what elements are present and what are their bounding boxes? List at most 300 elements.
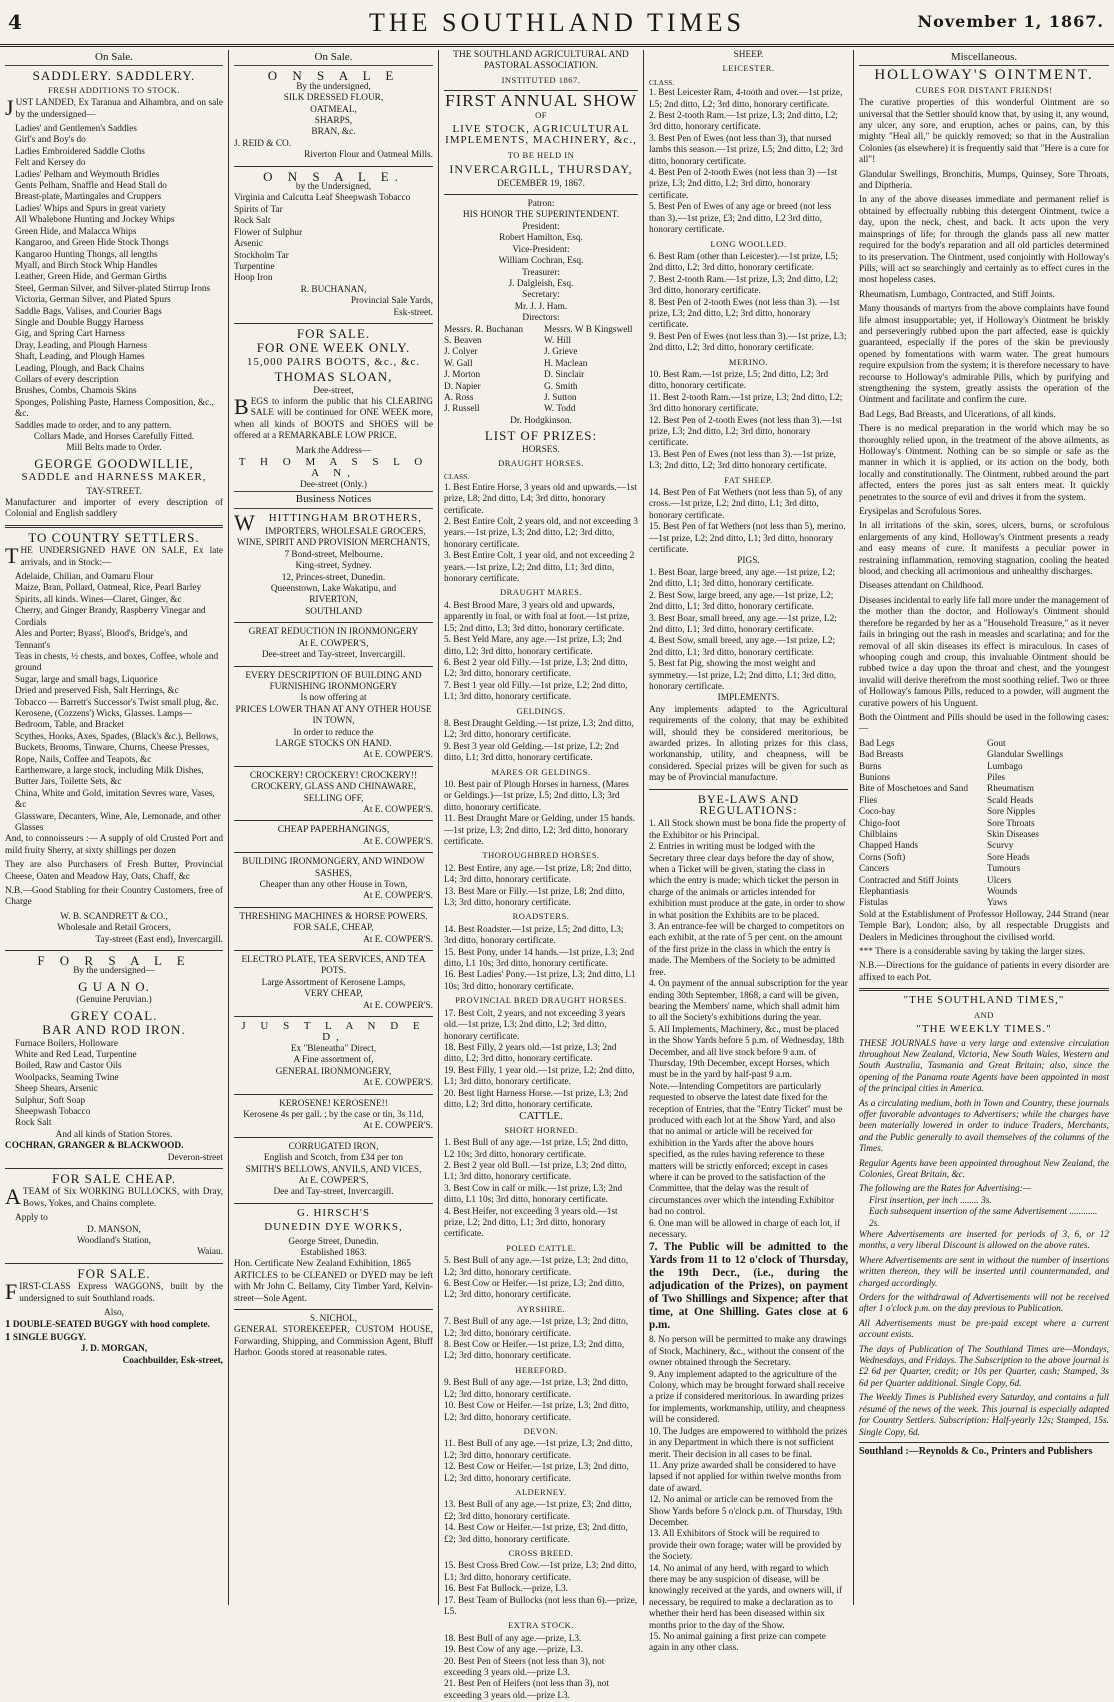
divider xyxy=(5,950,223,951)
list-item: Green Hide, and Malacca Whips xyxy=(15,226,137,237)
prize-subheading: GELDINGS. xyxy=(516,705,566,716)
list-item: Dray, Leading, and Plough Harness xyxy=(15,340,148,351)
list-item: 12. Best Cow or Heifer.—1st prize, L3; 2nd ditto, L2; 3rd ditto, honorary certificate. xyxy=(444,1462,629,1484)
advertiser-address: Provincial Sale Yards, xyxy=(350,296,433,307)
list-item: Wounds xyxy=(987,887,1018,898)
list-item: 6. Best 2 year old Filly.—1st prize, L3; 2nd ditto, L2; 3rd ditto, honorary certificate. xyxy=(444,657,628,680)
ad-heading: J U S T L A N D E D, xyxy=(241,1020,426,1044)
prize-subheading: FAT SHEEP. xyxy=(724,474,773,485)
list-item: Adelaide, Chilian, and Oamaru Flour xyxy=(15,572,154,583)
list-item: A. Ross xyxy=(444,392,474,403)
list-item: 9. Best Pen of Ewes (not less than 3).—1st prize, L3; 2nd ditto, L2; 3rd ditto, honorary certificate. xyxy=(649,331,847,354)
list-item: Coco-bay xyxy=(859,807,896,818)
list-item: J. Russell xyxy=(444,404,480,415)
list-item: 19. Best Filly, 1 year old.—1st prize, L2; 2nd ditto, L1; 3rd ditto, honorary certificate. xyxy=(444,1065,635,1088)
ad-heading: DUNEDIN DYE WORKS, xyxy=(264,1221,403,1234)
prize-list xyxy=(649,252,848,355)
list-item: 18. Best Filly, 2 years old.—1st prize, L3; 2nd ditto, L2; 3rd ditto, honorary certificate. xyxy=(444,1042,617,1065)
advertiser-name: At E. COWPER'S. xyxy=(363,750,433,761)
prize-subheading: LONG WOOLLED. xyxy=(710,238,787,249)
officer-label: Secretary: xyxy=(522,290,560,301)
list-item: Stockholm Tar xyxy=(234,250,289,261)
list-item: J. Colyer xyxy=(444,347,478,358)
prize-section-heading: PIGS. xyxy=(737,556,760,567)
prize-subheading: PROVINCIAL BRED DRAUGHT HORSES. xyxy=(455,995,627,1006)
bylaws-heading: BYE-LAWS AND REGULATIONS: xyxy=(697,791,800,817)
list-item: Sore Nipples xyxy=(987,807,1036,818)
ad-text: FOR SALE, CHEAP, xyxy=(293,923,374,934)
ad-note: Mill Belts made to Order. xyxy=(66,443,162,454)
paragraph: Where Advertisements are inserted for periods of 3, 6, or 12 months, a very liberal Discount is allowed on the above rates. xyxy=(859,1230,1109,1252)
officer-name: Robert Hamilton, Esq. xyxy=(499,233,583,244)
prize-list xyxy=(444,1561,638,1618)
advertiser-address: George Street, Dunedin. xyxy=(288,1236,379,1247)
ad-text: N.B.—Good Stabling for their Country Customers, free of Charge xyxy=(5,886,223,908)
prize-subheading: HEREFORD. xyxy=(515,1364,567,1375)
ad-text: In order to reduce the xyxy=(293,727,374,738)
list-item: 14. No animal of any herd, with regard to which there may be any suspicion of disease, will be knowingly received at the yards, and owners will, if necessary, be required to make a declaration as to whether their herd has been diseased within six months prior to the day of the Show. xyxy=(649,1563,843,1631)
list-item: SOUTHLAND xyxy=(305,606,362,617)
list-item: 12. Best Pen of 2-tooth Ewes (not less than 3).—1st prize, L3; 2nd ditto, L2; 3rd ditto, honorary certificate. xyxy=(649,415,842,449)
prize-section-heading: IMPLEMENTS. xyxy=(717,693,780,704)
divider xyxy=(234,622,433,623)
list-item: 14. Best Roadster.—1st prize, L5; 2nd ditto, L3; 3rd ditto, honorary certificate. xyxy=(444,924,624,947)
list-item: Piles xyxy=(987,772,1006,783)
ad-heading: GREAT REDUCTION IN IRONMONGERY xyxy=(248,627,419,638)
advertiser-name: THOMAS SLOAN, xyxy=(274,369,393,385)
advertiser-name: T H O M A S S L O A N, xyxy=(238,456,429,480)
advertiser-name: COCHRAN, GRANGER & BLACKWOOD. xyxy=(5,1141,184,1152)
list-item: 13. All Exhibitors of Stock will be required to provide their own forage; water will be provided by the Society. xyxy=(649,1529,842,1563)
advertiser-name: R. BUCHANAN, xyxy=(300,284,367,295)
list-item: 3. An entrance-fee will be charged to competitors on each exhibit, at the rate of 5 per cent. on the amount of the first prize in the class in which the entry is made. The Members of the Society to be admitted free. xyxy=(649,922,845,978)
advertiser-name: D. MANSON, xyxy=(87,1224,141,1235)
list-item: Virginia and Calcutta Leaf Sheepwash Tobacco xyxy=(234,193,411,204)
ad-list xyxy=(234,93,433,139)
section-heading: Miscellaneous. xyxy=(859,50,1109,66)
paragraph: THESE JOURNALS have a very large and extensive circulation throughout New Zealand, Victoria, New South Wales, Western and South Australia, Tasmania and Great Britain; also, since the opening of the Panama route Agents have been appointed in most of the principal cities in America. xyxy=(859,1038,1109,1095)
ad-text: FIRST-CLASS Express WAGGONS, built by the undersigned to suit Southland roads. xyxy=(5,1279,223,1305)
list-item: Victoria, German Silver, and Plated Spurs xyxy=(15,295,171,306)
officer-name: Mr. J. J. Ham. xyxy=(514,301,568,312)
ad-text: Large Assortment of Kerosene Lamps, xyxy=(261,977,406,988)
ad-paragraphs xyxy=(859,1039,1109,1182)
divider xyxy=(444,194,638,195)
list-item: Scurvy xyxy=(987,841,1014,852)
list-item: 1. Best Bull of any age.—1st prize, L5; 2nd ditto, L2 10s; 3rd ditto, honorary certificate. xyxy=(444,1138,629,1160)
advertiser-name: At E. COWPER'S. xyxy=(363,804,433,815)
list-item: Rock Salt xyxy=(15,1118,52,1129)
list-item: Fistulas xyxy=(859,898,888,909)
ad-text: By the undersigned— xyxy=(73,966,155,977)
advertiser-name: J. D. MORGAN, xyxy=(80,1344,148,1355)
ad-text: N.B.—Directions for the guidance of patients in every disorder are affixed to each Pot. xyxy=(859,961,1109,983)
list-item: Bad Legs xyxy=(859,738,895,749)
list-item: 16. Best Ladies' Pony.—1st prize, L3; 2nd ditto, L1 10s; 3rd ditto, honorary certificate. xyxy=(444,970,636,992)
list-item: 13. Best Mare or Filly.—1st prize, L8; 2nd ditto, L3; 3rd ditto, honorary certificate. xyxy=(444,886,625,909)
advertiser-address: Coachbuilder, Esk-street, xyxy=(122,1355,223,1366)
list-item: 8. Best Pen of 2-tooth Ewes (not less than 3). —1st prize, L3; 2nd ditto, L2; 3rd ditto, honorary certificate. xyxy=(649,297,840,331)
list-item: 4. Best Sow, small breed, any age.—1st prize, L2; 2nd ditto, L1; 3rd ditto, honorary certificate. xyxy=(649,636,836,658)
list-item: Tumours xyxy=(987,864,1021,875)
show-date: DECEMBER 19, 1867. xyxy=(497,178,585,189)
list-item: W. Todd xyxy=(544,404,576,415)
list-item: Yaws xyxy=(987,898,1008,909)
prize-list xyxy=(444,925,638,993)
ad-text: BEGS to inform the public that his CLEARING SALE will be continued for ONE WEEK more, when all kinds of BOOTS and SHOES will be offered at a REMARKABLE LOW PRICE. xyxy=(234,393,433,442)
divider xyxy=(234,1016,433,1017)
ad-text: Established 1863. xyxy=(300,1247,367,1258)
ad-text: Kerosene 4s per gall. ; by the case or tin, 3s 11d, xyxy=(243,1109,424,1120)
ad-heading: O N S A L E xyxy=(267,68,400,84)
list-item: 12, Princes-street, Dunedin. xyxy=(281,572,386,583)
list-item: H. Maclean xyxy=(544,358,588,369)
ad-heading: O N S A L E. xyxy=(263,168,404,184)
list-item: 11. Best 2-tooth Ram.—1st prize, L3; 2nd ditto, L2; 3rd ditto honorary certificate. xyxy=(649,392,843,415)
bylaws-list xyxy=(649,819,848,1241)
ad-text: Apply to xyxy=(15,1213,48,1224)
list-item: Bunions xyxy=(859,772,890,783)
list-item: RIVERTON, xyxy=(309,595,358,606)
list-item: 21. Best Pen of Heifers (not less than 3), not exceeding 3 years old.—prize L3. xyxy=(444,1679,609,1701)
advertiser-address: Woodland's Station, xyxy=(76,1236,152,1246)
list-item: Ales and Porter; Byass', Blood's, Bridge's, and Tennant's xyxy=(15,629,188,651)
paragraph: Glandular Swellings, Bronchitis, Mumps, Quinsey, Sore Throats, and Diptheria. xyxy=(859,169,1109,192)
ad-heading: ELECTRO PLATE, TEA SERVICES, AND TEA POTS. xyxy=(241,955,426,977)
prize-list xyxy=(649,370,848,473)
prize-list xyxy=(444,1378,638,1424)
ad-text: GENERAL IRONMONGERY, xyxy=(275,1066,392,1077)
list-item: Turpentine xyxy=(234,261,275,272)
list-item: 8. Best Draught Gelding.—1st prize, L3; 2nd ditto, L2; 3rd ditto, honorary certificate. xyxy=(444,718,634,741)
prize-list xyxy=(444,1138,638,1241)
list-item: Chilblains xyxy=(859,830,898,840)
list-item: Single and Double Buggy Harness xyxy=(15,317,144,328)
ad-paragraphs xyxy=(859,98,1109,736)
ad-heading: FOR ONE WEEK ONLY. xyxy=(256,340,411,356)
list-item: Saddle Bags, Valises, and Courier Bags xyxy=(15,306,162,317)
advertiser-name: WHITTINGHAM BROTHERS, xyxy=(234,509,422,535)
ad-heading: "THE SOUTHLAND TIMES," xyxy=(903,994,1065,1007)
rate-line: First insertion, per inch ........ 3s. xyxy=(869,1195,992,1206)
list-item: Sore Heads xyxy=(987,852,1030,863)
paragraph: Bad Legs, Bad Breasts, and Ulcerations, of all kinds. xyxy=(859,409,1056,420)
paragraph: Diseases attendant on Childhood. xyxy=(859,581,984,592)
officer-label: Directors: xyxy=(522,313,560,324)
list-item: 11. Best Draught Mare or Gelding, under 15 hands.—1st prize, L3; 2nd ditto, L2; 3rd ditto, honorary certificate. xyxy=(444,814,635,847)
list-item: 16. Best Fat Bullock.—prize, L3. xyxy=(444,1584,568,1595)
newspaper-title: THE SOUTHLAND TIMES xyxy=(369,8,745,37)
list-item: 8. No person will be permitted to make any drawings of Stock, Machinery, &c., without the consent of the owner obtained through the Secretary. xyxy=(649,1335,847,1369)
ad-text: by the Undersigned, xyxy=(295,182,372,193)
list-item: Leading, Plough, and Back Chains xyxy=(15,363,145,374)
prize-list xyxy=(444,1634,638,1702)
column-2 xyxy=(228,50,438,1605)
rates-intro: The following are the Rates for Advertising:— xyxy=(859,1184,1031,1195)
list-item: 5. Best Bull of any age.—1st prize, L3; 2nd ditto, L2; 3rd ditto, honorary certificate. xyxy=(444,1256,629,1278)
list-item: Felt and Kersey do xyxy=(15,158,86,169)
item-count: 1 xyxy=(5,1318,11,1331)
prize-list xyxy=(444,1317,638,1363)
list-item: Kerosene, (Cozzens') Wicks, Glasses. Lamps—Bedroom, Table, and Bracket xyxy=(15,708,192,731)
list-item: Rock Salt xyxy=(234,216,271,227)
list-item: Spirits of Tar xyxy=(234,204,283,215)
class-label: CLASS. xyxy=(444,472,470,482)
list-item: OATMEAL, xyxy=(310,104,357,115)
list-item: 2. Best 2 year old Bull.—1st prize, L3; 2nd ditto, L1; 3rd ditto, honorary certificate. xyxy=(444,1160,627,1183)
ad-heading: EVERY DESCRIPTION OF BUILDING AND FURNISHING IRONMONGERY xyxy=(245,670,422,692)
list-item: 1. All Stock shown must be bona fide the property of the Exhibitor or his Principal. xyxy=(649,819,847,841)
ad-heading: TO COUNTRY SETTLERS. xyxy=(28,529,200,545)
list-item: Ladies' Whips and Spurs in great variety xyxy=(15,203,166,214)
list-item: 7. Best 2-tooth Ram.—1st prize, L3; 2nd ditto, L2; 3rd ditto, honorary certificate. xyxy=(649,274,839,297)
ad-text: Sold at the Establishment of Professor Holloway, 244 Strand (near Temple Bar), London; also, by all respectable Druggists and Dealers in Medicines throughout the civilised world. xyxy=(859,909,1109,943)
list-item: Bite of Moschetoes and Sand Flies xyxy=(859,784,968,806)
list-item: 1. Best Entire Horse, 3 years old and upwards.—1st prize, L8; 2nd ditto, L4; 3rd ditto, honorary certificate. xyxy=(444,482,637,516)
prize-section-heading: CATTLE. xyxy=(519,1110,563,1123)
list-item: White and Red Lead, Turpentine xyxy=(15,1049,137,1060)
paragraph: Erysipelas and Scrofulous Sores. xyxy=(859,507,982,518)
ad-text: Is now offering at xyxy=(300,693,367,704)
list-item: Scythes, Hooks, Axes, Spades, (Black's &c.), Bellows, Buckets, Brooms, Tinware, Churns, Cheese Presses, Rope, Nails, Coffee and Teapots, &c xyxy=(15,731,219,765)
list-item: Leather, Green Hide, and German Girths xyxy=(15,272,167,283)
ad-text: And, to connoisseurs :— A supply of old Crusted Port and mild fruity Sherry, at sixty shillings per dozen xyxy=(5,834,223,856)
list-item: China, White and Gold, imitation Sevres ware, Vases, &c xyxy=(15,788,215,811)
ad-text: GENERAL STOREKEEPER, CUSTOM HOUSE, Forwarding, Shipping, and Commission Agent, Bluff Harbor. Goods stored at reasonable rates. xyxy=(234,1325,433,1359)
bylaws-list xyxy=(649,1335,848,1654)
advertiser-address: Deveron-street xyxy=(167,1152,223,1163)
ad-list xyxy=(5,1039,223,1130)
prize-subheading: DRAUGHT HORSES. xyxy=(498,458,584,468)
ad-heading: CORRUGATED IRON, xyxy=(288,1141,379,1152)
list-item: Glandular Swellings xyxy=(987,750,1064,761)
list-item: 10. Best Cow or Heifer.—1st prize, L3; 2nd ditto, L2; 3rd ditto, honorary certificate. xyxy=(444,1401,629,1423)
advertiser-address: Dee-street (Only.) xyxy=(299,479,368,490)
paragraph: The Weekly Times is Published every Saturday, and contains a full résumé of the news of the week. This journal is especially adapted for Country Settlers. Subscription: Half-yearly 12s; Stamped, 15s. Single Copy, 6d. xyxy=(859,1393,1109,1438)
list-item: 10. Best pair of Plough Horses in harness, (Mares or Geldings.)—1st prize, L5; 2nd ditto, L3; 3rd ditto, honorary certificate. xyxy=(444,779,629,813)
advertiser-name: At E. COWPER'S, xyxy=(298,638,369,649)
rate-line: Each subsequent insertion of the same Advertisement ............ 2s. xyxy=(869,1207,1098,1229)
list-item: W. Gall xyxy=(444,358,473,369)
ad-note: And all kinds of Station Stores. xyxy=(55,1129,173,1140)
divider xyxy=(234,666,433,667)
list-item: Messrs. W B Kingswell xyxy=(544,324,633,335)
list-item: Sponges, Polishing Paste, Harness Composition, &c., &c. xyxy=(15,397,214,420)
section-heading: Business Notices xyxy=(234,491,433,508)
ad-heading: HOLLOWAY'S OINTMENT. xyxy=(874,67,1094,84)
ad-heading: FOR SALE. xyxy=(296,325,371,341)
list-item: 12. Best Entire, any age.—1st prize, L8; 2nd ditto, L4; 3rd ditto, honorary certificate. xyxy=(444,863,632,886)
prize-list xyxy=(444,601,638,704)
list-item: Kangaroo, and Green Hide Stock Thongs xyxy=(15,238,169,249)
advertiser-address: Esk-street. xyxy=(393,307,433,318)
show-subject: LIVE STOCK, AGRICULTURAL IMPLEMENTS, MACHINERY, &c., xyxy=(445,123,637,147)
list-item: Teas in chests, ½ chests, and boxes, Coffee, whole and ground xyxy=(15,651,219,674)
list-item: Maize, Bran, Pollard, Oatmeal, Rice, Pearl Barley xyxy=(15,583,202,594)
list-item: 3. Best Cow in calf or milk.—1st prize, L3; 2nd ditto, L1 10s; 3rd ditto, honorary certificate. xyxy=(444,1183,623,1206)
list-item: Skin Diseases xyxy=(987,830,1039,840)
list-item: Corns (Soft) xyxy=(859,852,906,863)
list-item: 8. Best Cow or Heifer.—1st prize, L3; 2nd ditto, L2; 3rd ditto, honorary certificate. xyxy=(444,1340,625,1362)
list-item: S. Beaven xyxy=(444,335,482,346)
section-heading: On Sale. xyxy=(5,50,223,66)
list-item: All Whalebone Hunting and Jockey Whips xyxy=(15,215,175,226)
ad-text: LARGE STOCKS ON HAND. xyxy=(275,738,392,749)
list-item: 15. No animal gaining a first prize can compete again in any other class. xyxy=(649,1632,826,1654)
list-item: 2. Entries in writing must be lodged with the Secretary three clear days before the day of show, when a Ticket will be given, stating the class in which the entry is made; which ticket the person in charge of the animals or articles intended for exhibition must produce at the gate, in order to show in what position the Exhibits are to be placed. xyxy=(649,842,846,921)
advertiser-name: At E. COWPER'S. xyxy=(363,1078,433,1089)
list-item: Sheep Shears, Arsenic xyxy=(15,1084,98,1095)
ad-text: (Genuine Peruvian.) xyxy=(76,995,152,1006)
list-item: Lumbago xyxy=(987,761,1023,772)
list-item: 1. Best Leicester Ram, 4-tooth and over.—1st prize, L5; 2nd ditto, L2; 3rd ditto, honorary certificate. xyxy=(649,88,843,110)
ad-text: They are also Purchasers of Fresh Butter, Provincial Cheese, Oaten and Meadow Hay, Oats, Chaff, &c xyxy=(5,860,223,882)
list-item: Ladies' and Gentlemen's Saddles xyxy=(15,124,137,135)
show-of: OF xyxy=(535,109,547,120)
prize-list xyxy=(444,864,638,910)
ad-text: By the undersigned, xyxy=(296,81,371,92)
prize-list xyxy=(444,719,638,765)
list-item: 10. Best Ram.—1st prize, L5; 2nd ditto, L2; 3rd ditto, honorary certificate. xyxy=(649,369,829,392)
column-5 xyxy=(853,50,1114,1605)
show-place: INVERCARGILL, THURSDAY, xyxy=(449,162,633,177)
prize-subheading: MARES OR GELDINGS. xyxy=(491,766,591,777)
advertiser-address: TAY-STREET. xyxy=(86,486,142,497)
ad-item: 15,000 PAIRS BOOTS, &c., &c. xyxy=(246,355,421,368)
prize-list xyxy=(444,780,638,848)
paragraph: There is no medical preparation in the world which may be so thoroughly relied upon, in the treatment of the above ailments, as Holloway's Ointment. Nothing can be so simple or safe as the manner in which it is applied, or its action on the body, both locally and constitutionally. The Ointment, rubbed around the part affected, enters the pores just as salt enters meat. It quickly penetrates to the source of evil and drives it from the system. xyxy=(859,424,1109,503)
list-item: 14. Best Pen of Fat Wethers (not less than 5), of any cross.—1st prize, L2; 2nd ditto, L1; 3rd ditto, honorary certificate. xyxy=(649,488,843,521)
prize-subheading: LEICESTER. xyxy=(722,63,775,74)
divider xyxy=(859,988,1109,991)
ad-item: G U A N O. xyxy=(78,978,150,994)
ad-list xyxy=(234,193,433,284)
paragraph: All Advertisements must be pre-paid except where a current account exists. xyxy=(859,1318,1109,1341)
advertiser-name: At E. COWPER'S. xyxy=(363,1121,433,1132)
list-item: 6. Best Cow or Heifer.—1st prize, L3; 2nd ditto, L2; 3rd ditto, honorary certificate. xyxy=(444,1279,625,1301)
list-item: 9. Best Bull of any age.—1st prize, L3; 2nd ditto, L2; 3rd ditto, honorary certificate. xyxy=(444,1378,629,1400)
advertiser-address: Dee-street and Tay-street, Invercargill. xyxy=(261,650,406,661)
paragraph: Regular Agents have been appointed throughout New Zealand, the Colonies, Great Britain, &c. xyxy=(859,1158,1109,1180)
prize-list xyxy=(444,1439,638,1485)
list-item: Steel, German Silver, and Silver-plated Stirrup Irons xyxy=(15,283,211,294)
list-item: 20. Best Pen of Steers (not less than 3), not exceeding 3 years old.—prize L3. xyxy=(444,1656,605,1679)
ad-heading: THRESHING MACHINES & HORSE POWERS. xyxy=(239,911,428,922)
prize-subheading: ALDERNEY. xyxy=(515,1486,567,1497)
show-held-in: TO BE HELD IN xyxy=(507,149,575,160)
advertiser-address: Riverton Flour and Oatmeal Mills. xyxy=(304,150,433,161)
divider xyxy=(234,766,433,767)
advertiser-name: At E. COWPER'S. xyxy=(363,934,433,945)
list-item: Boiled, Raw and Castor Oils xyxy=(15,1061,122,1072)
list-item: 19. Best Cow of any age.—prize, L3. xyxy=(444,1645,583,1656)
ad-subheading: AND xyxy=(974,1009,994,1020)
prize-list xyxy=(649,568,848,693)
list-item: Messrs. R. Buchanan xyxy=(444,324,524,335)
list-item: 13. Best Bull of any age.—1st prize, £3; 2nd ditto, £2; 3rd ditto, honorary certificate. xyxy=(444,1500,632,1522)
paragraph: Both the Ointment and Pills should be used in the following cases:— xyxy=(859,712,1109,735)
list-item: 3. Best Pen of Ewes (not less than 3), that nursed lambs this season.—1st prize, L5; 2nd ditto, L2; 3rd ditto, honorary certificate. xyxy=(649,133,843,167)
column-3 xyxy=(438,50,643,1701)
prize-list xyxy=(444,1009,638,1112)
ad-heading: CROCKERY! CROCKERY! CROCKERY!! xyxy=(249,770,418,781)
ad-heading: KEROSENE! KEROSENE!! xyxy=(279,1098,388,1109)
list-item: Chapped Hands xyxy=(859,841,919,852)
list-item: Girl's and Boy's do xyxy=(15,135,86,146)
divider xyxy=(234,1309,433,1310)
list-item: Cancers xyxy=(859,864,889,875)
divider xyxy=(234,1137,433,1138)
list-item: 12. No animal or article can be removed from the Show Yards before 5 o'clock p.m. of Thursday, 19th December. xyxy=(649,1495,843,1528)
prize-section-heading: SHEEP. xyxy=(733,50,764,60)
issue-date: November 1, 1867. xyxy=(917,12,1104,31)
list-item: 5. Best fat Pig, showing the most weight and symmetry.—1st prize, L2; 2nd ditto, L1; 3rd ditto, honorary certificate. xyxy=(649,659,837,692)
advertiser-trade: Wholesale and Retail Grocers, xyxy=(57,923,171,934)
prize-list xyxy=(444,483,638,586)
list-item: Cherry, and Ginger Brandy, Raspberry Vinegar and Cordials xyxy=(15,606,206,628)
directors-left xyxy=(444,325,538,416)
list-item: G. Smith xyxy=(544,381,578,392)
ad-text: Hon. Certificate New Zealand Exhibition, 1865 xyxy=(234,1259,411,1270)
prize-subheading: POLED CATTLE. xyxy=(506,1242,576,1253)
list-item: Sugar, large and small bags, Liquorice xyxy=(15,674,158,685)
prize-subheading: CROSS BREED. xyxy=(508,1547,574,1558)
directors-list xyxy=(444,325,638,416)
list-item: W. Hill xyxy=(544,335,572,346)
list-item: Breast-plate, Martingales and Cruppers xyxy=(15,192,162,203)
list-item: J. Sutton xyxy=(544,392,577,403)
list-item: Shaft, Leading, and Plough Hames xyxy=(15,352,145,363)
list-item: King-street, Sydney. xyxy=(295,561,372,572)
list-item: Ladies' Pelham and Weymouth Bridles xyxy=(15,169,160,180)
list-item: Flower of Sulphur xyxy=(234,227,303,238)
divider xyxy=(234,1094,433,1095)
divider xyxy=(234,166,433,167)
advertiser-address: Dee and Tay-street, Invercargill. xyxy=(273,1187,394,1198)
ad-text: *** There is a considerable saving by taking the larger sizes. xyxy=(859,947,1086,958)
list-item: Tobacco — Barrett's Successor's Twist small plug, &c. xyxy=(15,697,219,708)
advertiser-address: Waiau. xyxy=(197,1247,223,1258)
list-item: Scald Heads xyxy=(987,795,1034,806)
association-founded: INSTITUTED 1867. xyxy=(501,74,581,85)
column-4 xyxy=(643,50,853,1654)
paragraph: Where Advertisements are sent in without the number of insertions written thereon, they will be inserted until countermanded, and charged accordingly. xyxy=(859,1255,1109,1289)
advertiser-name: GEORGE GOODWILLIE, xyxy=(34,455,194,471)
implements-text: Any implements adapted to the Agricultural requirements of the colony, that may be exhibited will, should they be considered meritorious, be awarded prizes. In alloting prizes for this class, workmanship, utility, and cheapness, will be considered. Special prizes will be given for such as may be of Provincial manufacture. xyxy=(649,704,848,784)
ad-heading: FOR SALE CHEAP. xyxy=(52,1170,176,1186)
ad-heading: FOR SALE. xyxy=(77,1265,151,1281)
paragraph: Diseases incidental to early life fall more under the management of the mother than the doctor, and Holloway's Ointment should therefore be regarded by her as a "Household Treasure," as it never fails in bringing out the rash in measles and scarlatina; and for the removal of all skin diseases its effect is miraculous. In cases of whooping cough and croup, this invaluable Ointment should be rubbed twice a day upon the throat and chest, and the youngest invalid will derive therefrom the most soothing relief. Two or three of Holloway's famous Pills, reduced to a powder, will augment the curative powers of his Unguent. xyxy=(859,595,1109,709)
class-label: CLASS. xyxy=(649,77,675,87)
ad-note: Collars Made, and Horses Carefully Fitted. xyxy=(33,432,195,442)
ad-text: Manufacturer and importer of every description of Colonial and English saddlery xyxy=(5,498,223,520)
advertiser-address: Tay-street (East end), Invercargill. xyxy=(95,934,223,945)
advertiser-trade: IMPORTERS, WHOLESALE GROCERS, WINE, SPIRIT AND PROVISION MERCHANTS, xyxy=(236,527,430,549)
list-item: 7. Best Bull of any age.—1st prize, L3; 2nd ditto, L2; 3rd ditto, honorary certificate. xyxy=(444,1317,629,1339)
ad-text: VERY CHEAP, xyxy=(304,989,363,1000)
divider xyxy=(5,1263,223,1264)
advertiser-name: At E. COWPER'S, xyxy=(298,1175,369,1186)
list-item: 13. Best Pen of Ewes (not less than 3).—1st prize, L3; 2nd ditto, L2; 3rd ditto honorary certificate. xyxy=(649,449,836,472)
prize-subheading: AYRSHIRE. xyxy=(516,1303,566,1314)
item-count: 1 xyxy=(5,1330,11,1343)
divider xyxy=(5,525,223,528)
list-item: 3. Best Entire Colt, 1 year old, and not exceeding 2 years.—1st prize, L2; 2nd ditto, L1; 3rd ditto, honorary certificate. xyxy=(444,551,635,585)
list-item: BRAN, &c. xyxy=(311,127,356,138)
publisher-line: Southland :—Reynolds & Co., Printers and Publishers xyxy=(859,1442,1109,1457)
list-item: Ladies Embroidered Saddle Cloths xyxy=(15,146,145,157)
list-item: Myall, and Birch Stock Whip Handles xyxy=(15,260,158,271)
